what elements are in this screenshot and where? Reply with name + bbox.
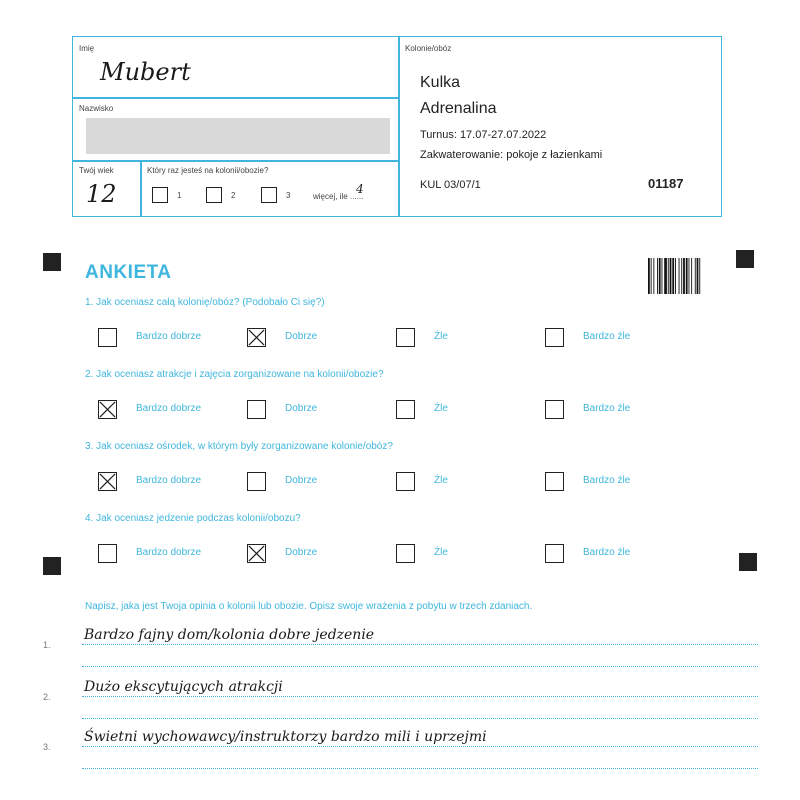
- surname-field-redacted[interactable]: [86, 118, 390, 154]
- camp-code: KUL 03/07/1: [420, 179, 481, 191]
- question-1-option-label-2: Dobrze: [285, 331, 318, 342]
- opinion-answer-2[interactable]: Dużo ekscytujących atrakcji: [84, 679, 283, 695]
- question-3-checkbox-3[interactable]: [396, 472, 415, 491]
- question-3-text: 3. Jak oceniasz ośrodek, w którym były zorganizowane kolonie/obóz?: [85, 441, 393, 452]
- barcode: [648, 258, 702, 294]
- opinion-dotted-line: [82, 718, 758, 719]
- question-1-option-label-3: Źle: [434, 331, 448, 342]
- question-2-option-label-3: Źle: [434, 403, 448, 414]
- age-label: Twój wiek: [79, 166, 114, 175]
- question-4-option-label-1: Bardzo dobrze: [136, 547, 202, 558]
- question-4-option-label-3: Źle: [434, 547, 448, 558]
- question-3-checkbox-2[interactable]: [247, 472, 266, 491]
- question-2-option-label-1: Bardzo dobrze: [136, 403, 202, 414]
- opinion-answer-1[interactable]: Bardzo fajny dom/kolonia dobre jedzenie: [84, 627, 375, 643]
- question-4-option-label-2: Dobrze: [285, 547, 318, 558]
- opinion-dotted-line: [82, 644, 758, 645]
- question-1-checkbox-1[interactable]: [98, 328, 117, 347]
- times-option-1: 1: [177, 191, 182, 200]
- question-3-option-label-2: Dobrze: [285, 475, 318, 486]
- question-4-checkbox-3[interactable]: [396, 544, 415, 563]
- opinion-dotted-line: [82, 746, 758, 747]
- question-4-checkbox-4[interactable]: [545, 544, 564, 563]
- camp-label: Kolonie/obóz: [405, 44, 452, 53]
- opinion-dotted-line: [82, 666, 758, 667]
- question-3-option-label-3: Źle: [434, 475, 448, 486]
- question-1-option-label-1: Bardzo dobrze: [136, 331, 202, 342]
- header-divider-surname: [72, 160, 399, 162]
- opinion-line-number-3: 3.: [43, 742, 51, 752]
- question-1-checkbox-2[interactable]: [247, 328, 266, 347]
- registration-mark-bottom-right: [739, 553, 757, 571]
- header-divider-age: [140, 160, 142, 217]
- times-option-2: 2: [231, 191, 236, 200]
- turnus: Turnus: 17.07-27.07.2022: [420, 129, 547, 141]
- age-field[interactable]: 12: [86, 180, 117, 208]
- more-field[interactable]: 4: [356, 182, 364, 196]
- opinion-line-number-2: 2.: [43, 692, 51, 702]
- opinion-prompt: Napisz, jaka jest Twoja opinia o kolonii lub obozie. Opisz swoje wrażenia z pobytu w trzech zdaniach.: [85, 601, 533, 612]
- question-1-option-label-4: Bardzo źle: [583, 331, 631, 342]
- accommodation: Zakwaterowanie: pokoje z łazienkami: [420, 149, 603, 161]
- question-2-checkbox-4[interactable]: [545, 400, 564, 419]
- question-3-checkbox-1[interactable]: [98, 472, 117, 491]
- times-option-3: 3: [286, 191, 291, 200]
- more-label: więcej, ile: [313, 192, 348, 201]
- camp-program: Adrenalina: [420, 100, 497, 117]
- form-number: 01187: [648, 176, 684, 191]
- question-2-checkbox-2[interactable]: [247, 400, 266, 419]
- opinion-line-number-1: 1.: [43, 640, 51, 650]
- more-dots: ......: [350, 192, 364, 201]
- question-2-option-label-4: Bardzo źle: [583, 403, 631, 414]
- header-divider-vertical: [398, 36, 400, 217]
- registration-mark-top-right: [736, 250, 754, 268]
- question-2-text: 2. Jak oceniasz atrakcje i zajęcia zorganizowane na kolonii/obozie?: [85, 369, 384, 380]
- question-3-option-label-4: Bardzo źle: [583, 475, 631, 486]
- registration-mark-top-left: [43, 253, 61, 271]
- times-checkbox-1[interactable]: [152, 187, 168, 203]
- opinion-dotted-line: [82, 696, 758, 697]
- camp-name: Kulka: [420, 74, 461, 91]
- question-4-checkbox-2[interactable]: [247, 544, 266, 563]
- survey-title: ANKIETA: [85, 262, 172, 283]
- name-label: Imię: [79, 44, 95, 53]
- opinion-dotted-line: [82, 768, 758, 769]
- surname-label: Nazwisko: [79, 104, 114, 113]
- header-divider-name: [72, 97, 399, 99]
- times-label: Który raz jesteś na kolonii/obozie?: [147, 166, 269, 175]
- question-2-checkbox-3[interactable]: [396, 400, 415, 419]
- question-3-option-label-1: Bardzo dobrze: [136, 475, 202, 486]
- question-1-checkbox-3[interactable]: [396, 328, 415, 347]
- question-3-checkbox-4[interactable]: [545, 472, 564, 491]
- question-4-checkbox-1[interactable]: [98, 544, 117, 563]
- times-checkbox-2[interactable]: [206, 187, 222, 203]
- question-1-checkbox-4[interactable]: [545, 328, 564, 347]
- question-2-option-label-2: Dobrze: [285, 403, 318, 414]
- question-2-checkbox-1[interactable]: [98, 400, 117, 419]
- name-field[interactable]: Mubert: [100, 58, 191, 86]
- registration-mark-bottom-left: [43, 557, 61, 575]
- question-4-text: 4. Jak oceniasz jedzenie podczas kolonii/obozu?: [85, 513, 301, 524]
- times-checkbox-3[interactable]: [261, 187, 277, 203]
- opinion-answer-3[interactable]: Świetni wychowawcy/instruktorzy bardzo mili i uprzejmi: [84, 729, 487, 745]
- question-1-text: 1. Jak oceniasz całą kolonię/obóz? (Podobało Ci się?): [85, 297, 325, 308]
- question-4-option-label-4: Bardzo źle: [583, 547, 631, 558]
